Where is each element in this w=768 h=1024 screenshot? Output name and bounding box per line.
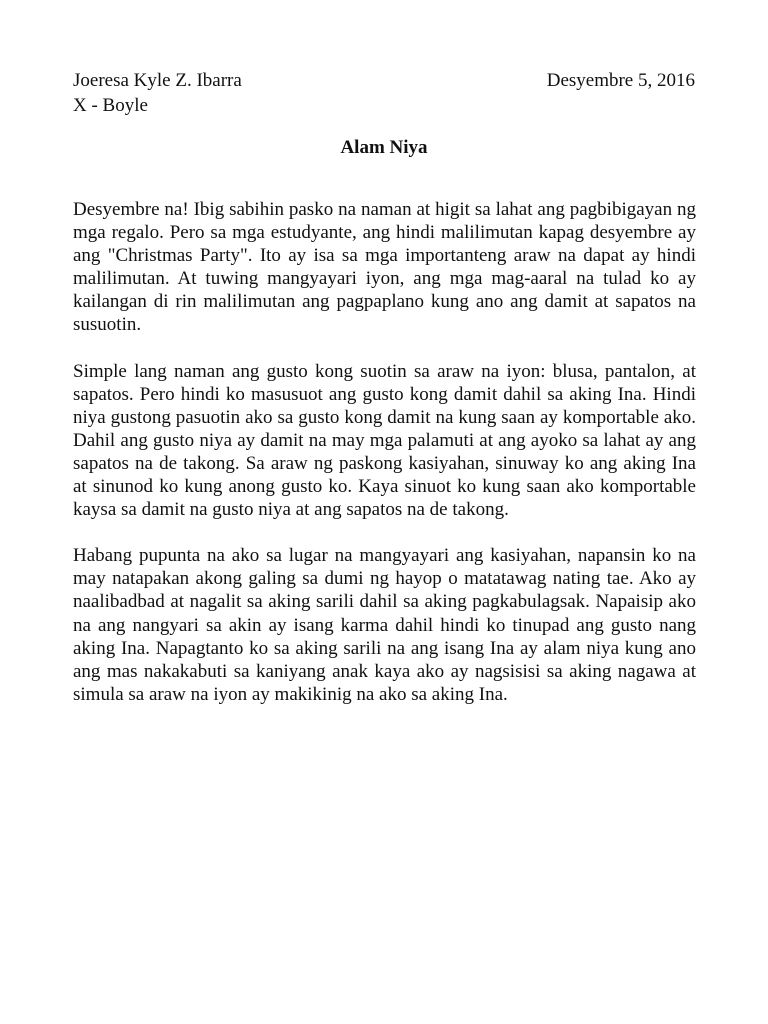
class-section: X - Boyle (73, 95, 148, 116)
essay-body (73, 198, 696, 729)
author-name: Joeresa Kyle Z. Ibarra (73, 70, 242, 91)
paragraph-3: Habang pupunta na ako sa lugar na mangyayari ang kasiyahan, napansin ko na may natapakan akong galing sa dumi ng hayop o matatawag nating tae. Ako ay naalibadbad at nagalit sa aking sarili dahil sa aking pagkabulagsak. Napaisip ako na ang nangyari sa akin ay isang karma dahil hindi ko tinupad ang gusto nang aking Ina. Napagtanto ko sa aking sarili na ang isang Ina ay alam niya kung ano ang mas nakakabuti sa kaniyang anak kaya ako ay nagsisisi sa aking nagawa at simula sa araw na iyon ay makikinig na ako sa aking Ina. (73, 545, 696, 705)
paragraph-1: Desyembre na! Ibig sabihin pasko na naman at higit sa lahat ang pagbibigayan ng mga regalo. Pero sa mga estudyante, ang hindi malilimutan kapag desyembre ay ang "Christmas Party". Ito ay isa sa mga importanteng araw na dapat ay hindi malilimutan. At tuwing mangyayari iyon, ang mga mag-aaral na tulad ko ay kailangan di rin malilimutan ang pagpaplano kung ano ang damit at sapatos na susuotin. (73, 199, 696, 336)
paragraph-2: Simple lang naman ang gusto kong suotin sa araw na iyon: blusa, pantalon, at sapatos. Pero hindi ko masusuot ang gusto kong damit dahil sa aking Ina. Hindi niya gustong pasuotin ako sa gusto kong damit na kung saan ay komportable ako. Dahil ang gusto niya ay damit na may mga palamuti at ang ayoko sa lahat ay ang sapatos na de takong. Sa araw ng paskong kasiyahan, sinuway ko ang aking Ina at sinunod ko kung anong gusto ko. Kaya sinuot ko kung saan ako komportable kaysa sa damit na gusto niya at ang sapatos na de takong. (73, 360, 696, 521)
essay-title: Alam Niya (340, 137, 428, 158)
document-date: Desyembre 5, 2016 (546, 70, 695, 91)
